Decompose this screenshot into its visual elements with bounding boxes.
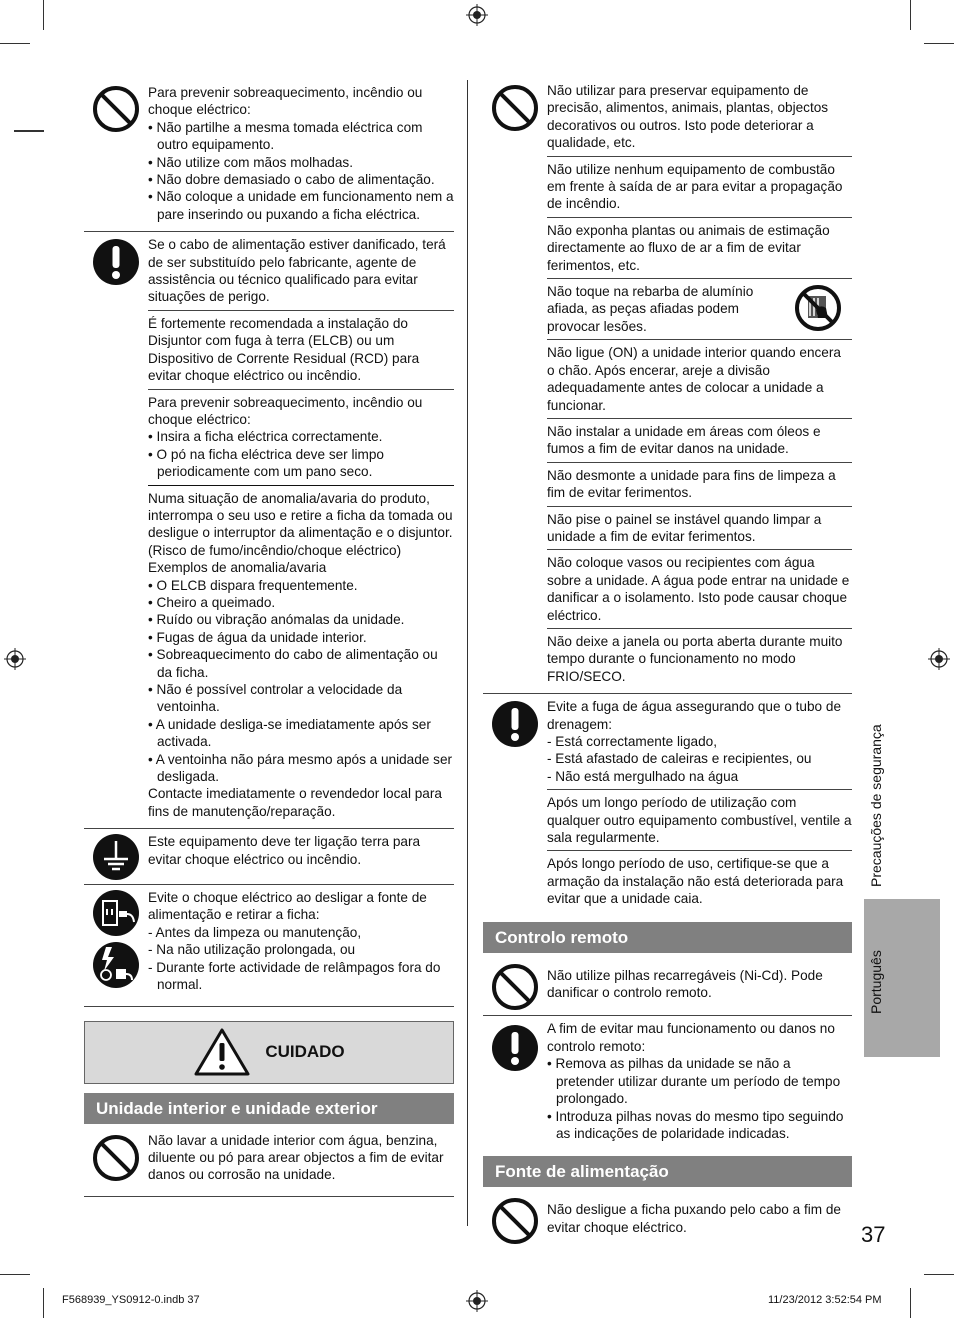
text-line: - Não está mergulhado na água: [547, 768, 739, 784]
safety-item: [148, 80, 454, 227]
text-line: Não utilize nenhum equipamento de combustão em frente à saída de ar para evitar a propagação de incêndio.: [547, 161, 843, 212]
text-line: Após longo período de uso, certifique-se que a armação da instalação não está deteriorada para evitar que a unidade caia.: [547, 856, 844, 907]
safety-item: [547, 1191, 852, 1240]
safety-group: [483, 78, 852, 694]
bullet: - Antes da limpeza ou manutenção,: [148, 924, 362, 940]
footer-timestamp: 11/23/2012 3:52:54 PM: [768, 1294, 882, 1306]
bullet: • Não é possível controlar a velocidade da ventoinha.: [148, 682, 403, 715]
bullet: • Introduza pilhas novas do mesmo tipo seguindo as indicações de polaridade indicadas.: [547, 1108, 844, 1141]
registration-mark-icon: [928, 648, 950, 670]
mandatory-icon: [491, 700, 539, 748]
caution-label: CUIDADO: [265, 1042, 345, 1062]
column-divider: [467, 80, 468, 1226]
prohibition-icon: [491, 963, 539, 1011]
text-line: Se o cabo de alimentação estiver danificado, terá de ser substituído pelo fabricante, agente de assistência ou técnico qualificado para evitar situações de perigo.: [148, 237, 446, 305]
prohibition-icon: [92, 1134, 140, 1182]
bullet: • Cheiro a queimado.: [148, 594, 276, 610]
lightning-unplug-icon: [92, 941, 140, 989]
text-line: Não utilizar para preservar equipamento de precisão, alimentos, animais, plantas, objectos decorativos ou outros. Isto pode deteriorar a qualidade, etc.: [547, 83, 829, 151]
safety-item: [547, 217, 852, 278]
safety-group: [84, 232, 454, 829]
safety-item: [148, 232, 454, 310]
crop-mark: [0, 1274, 30, 1275]
safety-item: [547, 156, 852, 217]
text-line: Exemplos de anomalia/avaria: [148, 560, 327, 576]
text-line: Não coloque vasos ou recipientes com água sobre a unidade. A água pode entrar na unidade e danificar a o isolamento. Isto pode causar choque eléctrico.: [547, 555, 850, 623]
safety-group: [84, 1128, 454, 1197]
crop-mark: [924, 1274, 954, 1275]
safety-group: [483, 1016, 852, 1150]
prohibition-icon: [491, 84, 539, 132]
safety-group: [84, 885, 454, 1006]
prohibition-icon: [491, 1197, 539, 1245]
registration-mark-icon: [466, 4, 488, 26]
safety-group: [483, 694, 852, 915]
section-header: Fonte de alimentação: [483, 1156, 852, 1187]
bullet: • O ELCB dispara frequentemente.: [148, 577, 358, 593]
text-line: Não desmonte a unidade para fins de limpeza a fim de evitar ferimentos.: [547, 467, 836, 501]
safety-item: [148, 389, 454, 485]
right-column: [483, 78, 852, 1244]
crop-mark: [910, 1288, 911, 1318]
bullet: • A unidade desliga-se imediatamente após ser activada.: [148, 716, 431, 750]
text-line: Este equipamento deve ter ligação terra para evitar choque eléctrico ou incêndio.: [148, 834, 421, 867]
earth-ground-icon: [92, 833, 140, 881]
text-line: Não lavar a unidade interior com água, benzina, diluente ou pó para arear objectos a fim de evitar danos ou corrosão na unidade.: [148, 1132, 444, 1183]
safety-item: [148, 1128, 454, 1192]
registration-mark-icon: [4, 648, 26, 670]
safety-item: [547, 462, 852, 506]
safety-item: [547, 957, 852, 1012]
safety-group: [84, 829, 454, 885]
text-line: Contacte imediatamente o revendedor local para fins de manutenção/reparação.: [148, 786, 442, 819]
mandatory-icon: [491, 1024, 539, 1072]
safety-item: [547, 1016, 852, 1146]
text-line: Não deixe a janela ou porta aberta durante muito tempo durante o funcionamento no modo FRIO/SECO.: [547, 633, 843, 684]
text-line: (Risco de fumo/incêndio/choque eléctrico): [148, 542, 402, 558]
bullet: • Não partilhe a mesma tomada eléctrica com outro equipamento.: [148, 119, 423, 153]
safety-item: [148, 485, 454, 825]
safety-item: [547, 628, 852, 689]
text-line: Para prevenir sobreaquecimento, incêndio ou choque eléctrico:: [148, 394, 423, 427]
page-number: 37: [861, 1222, 886, 1247]
bullet: • A ventoinha não pára mesmo após a unidade ser desligada.: [148, 751, 453, 785]
bullet: - Durante forte actividade de relâmpagos fora do normal.: [148, 959, 441, 993]
crop-mark: [0, 43, 30, 44]
bullet: • O pó na ficha eléctrica deve ser limpo periodicamente com um pano seco.: [148, 446, 384, 480]
text-line: Numa situação de anomalia/avaria do produto, interrompa o seu uso e retire a ficha da tomada ou desligue o interruptor da alimentação e o disjuntor.: [148, 490, 453, 541]
crop-mark: [43, 1288, 44, 1318]
bullet: • Não utilize com mãos molhadas.: [148, 154, 353, 170]
no-touch-icon: [794, 284, 842, 332]
safety-item: [547, 506, 852, 550]
bullet: • Não coloque a unidade em funcionamento nem a pare inserindo ou puxando a ficha eléctrica.: [148, 189, 454, 222]
text-line: Não toque na rebarba de alumínio afiada, as peças afiadas podem provocar lesões.: [547, 284, 754, 334]
caution-banner: [84, 1021, 454, 1084]
safety-item: [547, 418, 852, 462]
text-line: Não pise o painel se instável quando limpar a unidade a fim de evitar ferimentos.: [547, 511, 822, 544]
safety-item: [547, 549, 852, 628]
warning-triangle-icon: [193, 1027, 251, 1077]
crop-mark: [910, 0, 911, 30]
prohibition-icon: [92, 85, 140, 133]
safety-group: [483, 957, 852, 1017]
crop-mark: [43, 0, 44, 30]
safety-item: [547, 850, 852, 911]
safety-item: [547, 339, 852, 418]
text-line: Não exponha plantas ou animais de estimação directamente ao fluxo de ar a fim de evitar ferimentos, etc.: [547, 222, 830, 273]
text-line: Não utilize pilhas recarregáveis (Ni-Cd). Pode danificar o controlo remoto.: [547, 967, 823, 1001]
bullet: • Sobreaquecimento do cabo de alimentação ou da ficha.: [148, 647, 438, 680]
left-column: [84, 80, 454, 1197]
text-line: Não ligue (ON) a unidade interior quando encera o chão. Após encerar, areje a divisão adequadamente antes de colocar a unidade a funcionar.: [547, 345, 841, 413]
safety-group: [483, 1191, 852, 1244]
text-line: Após um longo período de utilização com qualquer outro equipamento combustível, ventile a sala regularmente.: [547, 795, 852, 846]
text-line: Não instalar a unidade em áreas com óleos e fumos a fim de evitar danos na unidade.: [547, 423, 821, 457]
section-header: Unidade interior e unidade exterior: [84, 1093, 454, 1124]
safety-item: [547, 78, 852, 156]
bullet: • Fugas de água da unidade interior.: [148, 629, 367, 645]
safety-item: [547, 278, 852, 339]
text-line: Evite o choque eléctrico ao desligar a fonte de alimentação e retirar a ficha:: [148, 890, 427, 923]
registration-mark-icon: [466, 1290, 488, 1312]
bullet: • Remova as pilhas da unidade se não a pretender utilizar durante um período de tempo prolongado.: [547, 1056, 841, 1107]
safety-item: [148, 310, 454, 389]
crop-mark: [924, 43, 954, 44]
bullet: - Na não utilização prolongada, ou: [148, 942, 356, 958]
text-line: Para prevenir sobreaquecimento, incêndio ou choque eléctrico:: [148, 85, 423, 118]
text-line: - Está correctamente ligado,: [547, 734, 718, 749]
text-line: Não desligue a ficha puxando pelo cabo a fim de evitar choque eléctrico.: [547, 1202, 841, 1235]
text-line: É fortemente recomendada a instalação do Disjuntor com fuga à terra (ELCB) ou um Dispositivo de Corrente Residual (RCD) para evitar choque eléctrico ou incêndio.: [148, 315, 420, 384]
text-line: - Está afastado de caleiras e recipientes, ou: [547, 751, 812, 767]
safety-item: [148, 829, 454, 880]
bullet: • Insira a ficha eléctrica correctamente.: [148, 429, 383, 445]
text-line: A fim de evitar mau funcionamento ou danos no controlo remoto:: [547, 1021, 835, 1054]
safety-item: [547, 694, 852, 789]
language-tab-label: Português: [868, 950, 884, 1014]
safety-group: [84, 80, 454, 232]
bullet: • Não dobre demasiado o cabo de alimentação.: [148, 172, 435, 188]
bullet: • Ruído ou vibração anómalas da unidade.: [148, 612, 405, 628]
footer-file: F568939_YS0912-0.indb 37: [62, 1294, 200, 1306]
crop-mark: [14, 130, 44, 132]
section-header: Controlo remoto: [483, 922, 852, 953]
unplug-icon: [92, 889, 140, 937]
side-section-label: Precauções de segurança: [868, 724, 884, 887]
text-line: Evite a fuga de água assegurando que o tubo de drenagem:: [547, 699, 842, 732]
safety-item: [148, 885, 454, 1001]
safety-item: [547, 789, 852, 850]
mandatory-icon: [92, 238, 140, 286]
